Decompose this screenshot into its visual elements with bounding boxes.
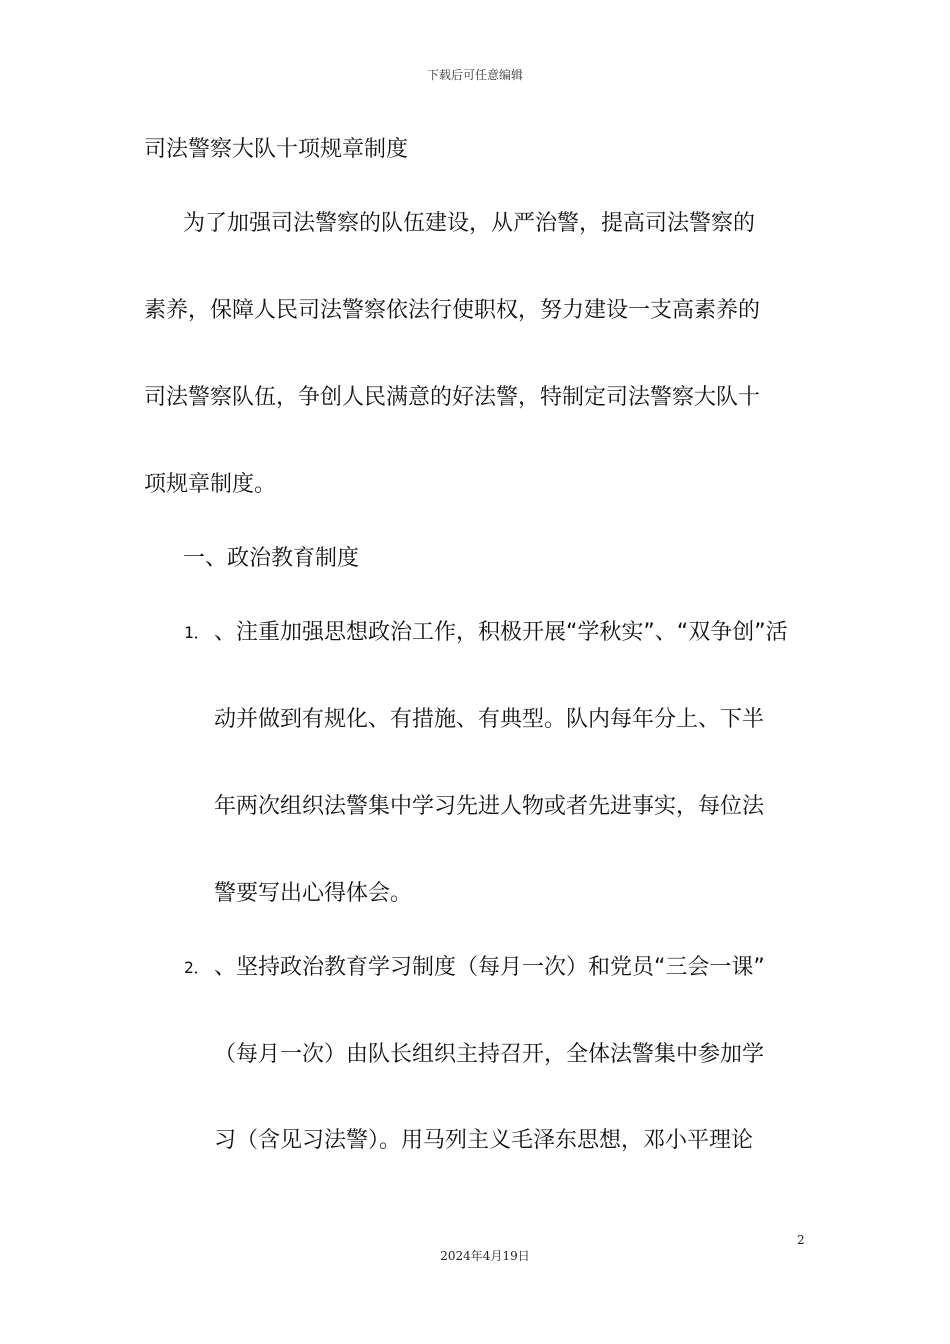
page-number: 2 (797, 1233, 805, 1247)
item-line: 动并做到有规化、有措施、有典型。队内每年分上、下半 (214, 707, 765, 732)
item-line: 习（含见习法警）。用马列主义毛泽东思想，邓小平理论 (214, 1128, 754, 1153)
item-line: 、坚持政治教育学习制度（每月一次）和党员“三会一课” (214, 955, 765, 980)
item-line: 、注重加强思想政治工作，积极开展“学秋实”、“双争创”活 (214, 620, 788, 645)
item-number: 2． (184, 958, 210, 977)
item-line: （每月一次）由队长组织主持召开，全体法警集中参加学 (214, 1042, 765, 1067)
footer-date: 2024年4月19日 (440, 1249, 530, 1263)
item-number: 1． (184, 623, 210, 642)
section-heading: 一、政治教育制度 (183, 546, 360, 571)
document-title: 司法警察大队十项规章制度 (144, 137, 409, 162)
intro-line: 司法警察队伍，争创人民满意的好法警，特制定司法警察大队十 (144, 385, 761, 410)
item-line: 年两次组织法警集中学习先进人物或者先进事实，每位法 (214, 794, 765, 819)
page-header-note: 下载后可任意编辑 (426, 68, 523, 82)
intro-line: 为了加强司法警察的队伍建设，从严治警，提高司法警察的 (183, 211, 756, 236)
intro-line: 素养，保障人民司法警察依法行使职权，努力建设一支高素养的 (144, 298, 761, 323)
item-line: 警要写出心得体会。 (214, 881, 413, 906)
intro-line: 项规章制度。 (144, 472, 277, 497)
